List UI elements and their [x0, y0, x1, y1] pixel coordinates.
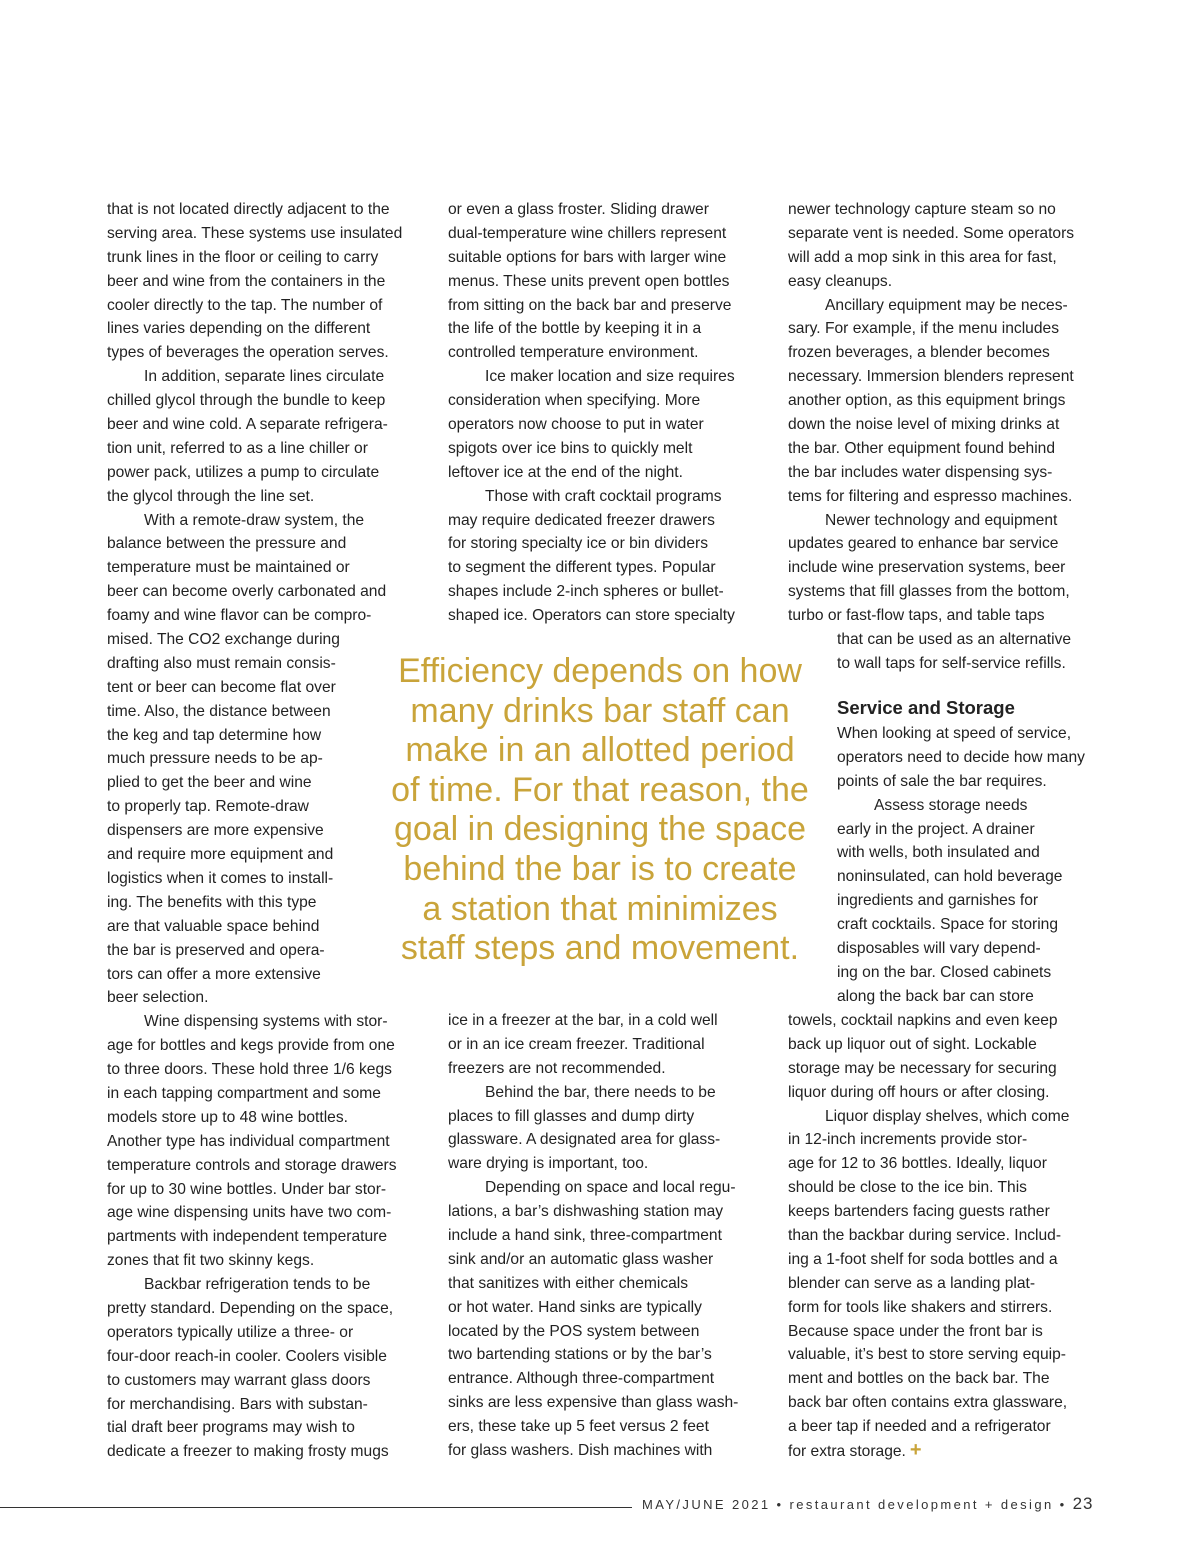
text-line: than the backbar during service. Includ-	[788, 1227, 1062, 1245]
text-line: to three doors. These hold three 1/6 kegs	[107, 1061, 392, 1079]
paragraph	[107, 509, 417, 1011]
text-line: entrance. Although three-compartment	[448, 1370, 715, 1388]
text-line: much pressure needs to be ap-	[107, 750, 323, 768]
plus-icon: +	[909, 1439, 922, 1462]
text-line: zones that fit two skinny kegs.	[107, 1252, 315, 1270]
text-line: age for bottles and kegs provide from one	[107, 1037, 395, 1055]
text-line: lations, a bar’s dishwashing station may	[448, 1203, 724, 1221]
text-line: four-door reach-in cooler. Coolers visible	[107, 1347, 387, 1365]
text-line: are that valuable space behind	[107, 917, 320, 935]
text-line: time. Also, the distance between	[107, 702, 331, 720]
text-line: the bar includes water dispensing sys-	[788, 463, 1053, 481]
text-line: to properly tap. Remote-draw	[107, 798, 309, 816]
text-line: spigots over ice bins to quickly melt	[448, 439, 693, 457]
text-line: to customers may warrant glass doors	[107, 1371, 371, 1389]
text-line: sary. For example, if the menu includes	[788, 320, 1059, 338]
text-line-content: for extra storage.	[788, 1443, 906, 1461]
paragraph	[448, 1081, 758, 1177]
text-line: controlled temperature environment.	[448, 344, 699, 362]
footer-separator: •	[1059, 1497, 1067, 1512]
text-line: ingredients and garnishes for	[837, 892, 1039, 910]
text-line: tion unit, referred to as a line chiller or	[107, 439, 368, 457]
text-line: ment and bottles on the back bar. The	[788, 1370, 1050, 1388]
text-line: or in an ice cream freezer. Traditional	[448, 1035, 705, 1053]
text-line: disposables will vary depend-	[837, 940, 1041, 958]
text-line: leftover ice at the end of the night.	[448, 463, 683, 481]
text-line: models store up to 48 wine bottles.	[107, 1108, 348, 1126]
text-line: shapes include 2-inch spheres or bullet-	[448, 583, 724, 601]
paragraph	[788, 294, 1098, 509]
paragraph	[788, 509, 1098, 628]
pull-quote-line: many drinks bar staff can	[410, 691, 790, 730]
paragraph	[448, 485, 758, 628]
pull-quote-line: a station that minimizes	[422, 889, 778, 928]
paragraph	[107, 1010, 417, 1273]
text-line: towels, cocktail napkins and even keep	[788, 1012, 1058, 1029]
text-line: logistics when it comes to install-	[107, 869, 334, 887]
text-line: down the noise level of mixing drinks at	[788, 416, 1060, 434]
text-line: Those with craft cocktail programs	[485, 487, 722, 505]
text-line: may require dedicated freezer drawers	[448, 511, 715, 529]
text-line: ing. The benefits with this type	[107, 893, 317, 911]
section-heading: Service and Storage	[837, 697, 1015, 718]
text-line: age for 12 to 36 bottles. Ideally, liquor	[788, 1155, 1047, 1173]
text-line: that is not located directly adjacent to the	[107, 201, 390, 218]
text-line: foamy and wine flavor can be compro-	[107, 607, 372, 625]
text-line: easy cleanups.	[788, 272, 893, 290]
text-line: lines varies depending on the different	[107, 320, 371, 338]
column-2-top	[448, 198, 758, 628]
text-line: two bartending stations or by the bar’s	[448, 1346, 712, 1364]
text-line: Wine dispensing systems with stor-	[144, 1013, 388, 1031]
text-line: Ice maker location and size requires	[485, 368, 735, 386]
text-line: should be close to the ice bin. This	[788, 1179, 1027, 1197]
paragraph	[448, 198, 758, 365]
column-3-bottom	[788, 1009, 1098, 1463]
text-line-last	[788, 1439, 1098, 1463]
text-line: systems that fill glasses from the bottom,	[788, 583, 1070, 601]
text-line: noninsulated, can hold beverage	[837, 868, 1063, 886]
text-line: the keg and tap determine how	[107, 726, 322, 744]
text-line: Behind the bar, there needs to be	[485, 1083, 716, 1101]
text-line: the bar. Other equipment found behind	[788, 439, 1056, 457]
text-line: for glass washers. Dish machines with	[448, 1442, 713, 1460]
text-line: beer selection.	[107, 989, 209, 1007]
text-line: With a remote-draw system, the	[144, 511, 365, 529]
text-line: storage may be necessary for securing	[788, 1059, 1057, 1077]
text-line: along the back bar can store	[837, 987, 1034, 1005]
text-line: Newer technology and equipment	[825, 511, 1058, 529]
text-line: dual-temperature wine chillers represent	[448, 224, 727, 242]
text-line: necessary. Immersion blenders represent	[788, 368, 1074, 386]
column-1	[107, 198, 417, 1464]
text-line: in each tapping compartment and some	[107, 1084, 381, 1102]
text-line: Because space under the front bar is	[788, 1322, 1043, 1340]
text-line: include wine preservation systems, beer	[788, 559, 1066, 577]
column-3-narrow-a	[837, 628, 1099, 676]
text-line: or even a glass froster. Sliding drawer	[448, 201, 709, 218]
text-line: mised. The CO2 exchange during	[107, 631, 340, 649]
text-line: updates geared to enhance bar service	[788, 535, 1059, 553]
text-line: chilled glycol through the bundle to keep	[107, 392, 386, 410]
text-line: another option, as this equipment brings	[788, 392, 1066, 410]
text-line: beer can become overly carbonated and	[107, 583, 387, 601]
footer-rule	[0, 1507, 632, 1508]
pull-quote-line: goal in designing the space	[393, 810, 807, 849]
pull-quote-line: make in an allotted period	[405, 731, 795, 770]
text-line: age wine dispensing units have two com-	[107, 1204, 392, 1222]
text-line: will add a mop sink in this area for fast,	[788, 248, 1057, 266]
text-line: Liquor display shelves, which come	[825, 1107, 1070, 1125]
text-line: that can be used as an alternative	[837, 631, 1072, 648]
text-line: that sanitizes with either chemicals	[448, 1274, 689, 1292]
text-line: form for tools like shakers and stirrers.	[788, 1298, 1053, 1316]
text-line: ing on the bar. Closed cabinets	[837, 963, 1052, 981]
text-line: trunk lines in the floor or ceiling to carry	[107, 248, 379, 266]
text-line: sinks are less expensive than glass wash-	[448, 1394, 739, 1412]
issue-date: MAY/JUNE 2021	[642, 1497, 771, 1512]
text-line: tors can offer a more extensive	[107, 965, 321, 983]
text-line: ice in a freezer at the bar, in a cold well	[448, 1012, 718, 1029]
text-line: In addition, separate lines circulate	[144, 368, 385, 386]
text-line: the life of the bottle by keeping it in a	[448, 320, 702, 338]
text-line: Depending on space and local regu-	[485, 1179, 736, 1197]
text-line: beer and wine from the containers in the	[107, 272, 386, 290]
text-line: the glycol through the line set.	[107, 487, 315, 505]
text-line: newer technology capture steam so no	[788, 201, 1056, 218]
text-line: operators typically utilize a three- or	[107, 1323, 354, 1341]
text-line: early in the project. A drainer	[837, 820, 1035, 838]
text-line: serving area. These systems use insulated	[107, 224, 403, 242]
paragraph	[107, 1273, 417, 1464]
publication-name: restaurant development + design	[789, 1497, 1054, 1512]
paragraph	[788, 1009, 1098, 1105]
text-line: valuable, it’s best to store serving equip-	[788, 1346, 1066, 1364]
column-3-narrow-b	[837, 722, 1099, 1009]
pull-quote-line: Efficiency depends on how	[398, 652, 802, 690]
text-line: power pack, utilizes a pump to circulate	[107, 463, 380, 481]
text-line: menus. These units prevent open bottles	[448, 272, 730, 290]
paragraph	[107, 365, 417, 508]
page-footer	[642, 1494, 1094, 1514]
text-line: ware drying is important, too.	[448, 1155, 649, 1173]
column-2-bottom	[448, 1009, 758, 1463]
text-line: dispensers are more expensive	[107, 822, 324, 840]
text-line: tems for filtering and espresso machines.	[788, 487, 1073, 505]
text-line: frozen beverages, a blender becomes	[788, 344, 1050, 362]
pull-quote-line: behind the bar is to create	[403, 849, 797, 888]
text-line: sink and/or an automatic glass washer	[448, 1250, 714, 1268]
text-line: When looking at speed of service,	[837, 725, 1072, 742]
text-line: turbo or fast-flow taps, and table taps	[788, 607, 1045, 625]
text-line: operators need to decide how many	[837, 748, 1085, 766]
text-line: Assess storage needs	[874, 796, 1028, 814]
text-line: located by the POS system between	[448, 1322, 700, 1340]
text-line: plied to get the beer and wine	[107, 774, 312, 792]
paragraph	[788, 1105, 1098, 1463]
text-line: back bar often contains extra glassware,	[788, 1394, 1068, 1412]
text-line: tial draft beer programs may wish to	[107, 1419, 355, 1437]
text-line: the bar is preserved and opera-	[107, 941, 325, 959]
page-number: 23	[1072, 1494, 1094, 1513]
text-line: operators now choose to put in water	[448, 416, 704, 434]
text-line: a beer tap if needed and a refrigerator	[788, 1418, 1051, 1436]
pull-quote-line: of time. For that reason, the	[391, 770, 809, 809]
text-line: dedicate a freezer to making frosty mugs	[107, 1443, 389, 1461]
text-line: ers, these take up 5 feet versus 2 feet	[448, 1418, 709, 1436]
text-line: shaped ice. Operators can store specialty	[448, 607, 735, 625]
text-line: to segment the different types. Popular	[448, 559, 716, 577]
text-line: temperature must be maintained or	[107, 559, 350, 577]
column-3-top	[788, 198, 1098, 628]
text-line: for merchandising. Bars with substan-	[107, 1395, 368, 1413]
text-line: craft cocktails. Space for storing	[837, 916, 1059, 934]
text-line: ing a 1-foot shelf for soda bottles and a	[788, 1250, 1058, 1268]
text-line: separate vent is needed. Some operators	[788, 224, 1075, 242]
text-line: partments with independent temperature	[107, 1228, 387, 1246]
pull-quote	[382, 652, 818, 969]
text-line: to wall taps for self-service refills.	[837, 654, 1066, 672]
text-line: points of sale the bar requires.	[837, 772, 1047, 790]
text-line: suitable options for bars with larger wine	[448, 248, 727, 266]
text-line: types of beverages the operation serves.	[107, 344, 389, 362]
text-line: tent or beer can become flat over	[107, 678, 336, 696]
text-line: pretty standard. Depending on the space,	[107, 1299, 394, 1317]
paragraph	[448, 1009, 758, 1081]
text-line: for up to 30 wine bottles. Under bar stor-	[107, 1180, 387, 1198]
text-line: balance between the pressure and	[107, 535, 347, 553]
text-line: beer and wine cold. A separate refrigera-	[107, 416, 388, 434]
text-line: consideration when specifying. More	[448, 392, 701, 410]
paragraph	[448, 1176, 758, 1463]
text-line: Backbar refrigeration tends to be	[144, 1276, 371, 1294]
text-line: in 12-inch increments provide stor-	[788, 1131, 1028, 1149]
text-line: freezers are not recommended.	[448, 1059, 666, 1077]
text-line: Another type has individual compartment	[107, 1132, 390, 1150]
text-line: back up liquor out of sight. Lockable	[788, 1035, 1037, 1053]
text-line: include a hand sink, three-compartment	[448, 1227, 722, 1245]
paragraph	[837, 794, 1099, 1009]
paragraph	[448, 365, 758, 484]
footer-separator: •	[776, 1497, 784, 1512]
paragraph	[788, 198, 1098, 294]
text-line: Ancillary equipment may be neces-	[825, 296, 1068, 314]
text-line: liquor during off hours or after closing.	[788, 1083, 1050, 1101]
text-line: or hot water. Hand sinks are typically	[448, 1298, 702, 1316]
text-line: from sitting on the back bar and preserve	[448, 296, 732, 314]
text-line: cooler directly to the tap. The number of	[107, 296, 383, 314]
text-line: keeps bartenders facing guests rather	[788, 1203, 1050, 1221]
text-line: with wells, both insulated and	[837, 844, 1040, 862]
text-line: blender can serve as a landing plat-	[788, 1274, 1036, 1292]
text-line: temperature controls and storage drawers	[107, 1156, 397, 1174]
text-line: drafting also must remain consis-	[107, 654, 336, 672]
paragraph	[107, 198, 417, 365]
text-line: glassware. A designated area for glass-	[448, 1131, 721, 1149]
pull-quote-line: staff steps and movement.	[400, 929, 800, 968]
text-line: for storing specialty ice or bin dividers	[448, 535, 709, 553]
paragraph	[837, 722, 1099, 794]
text-line: places to fill glasses and dump dirty	[448, 1107, 695, 1125]
text-line: and require more equipment and	[107, 846, 334, 864]
